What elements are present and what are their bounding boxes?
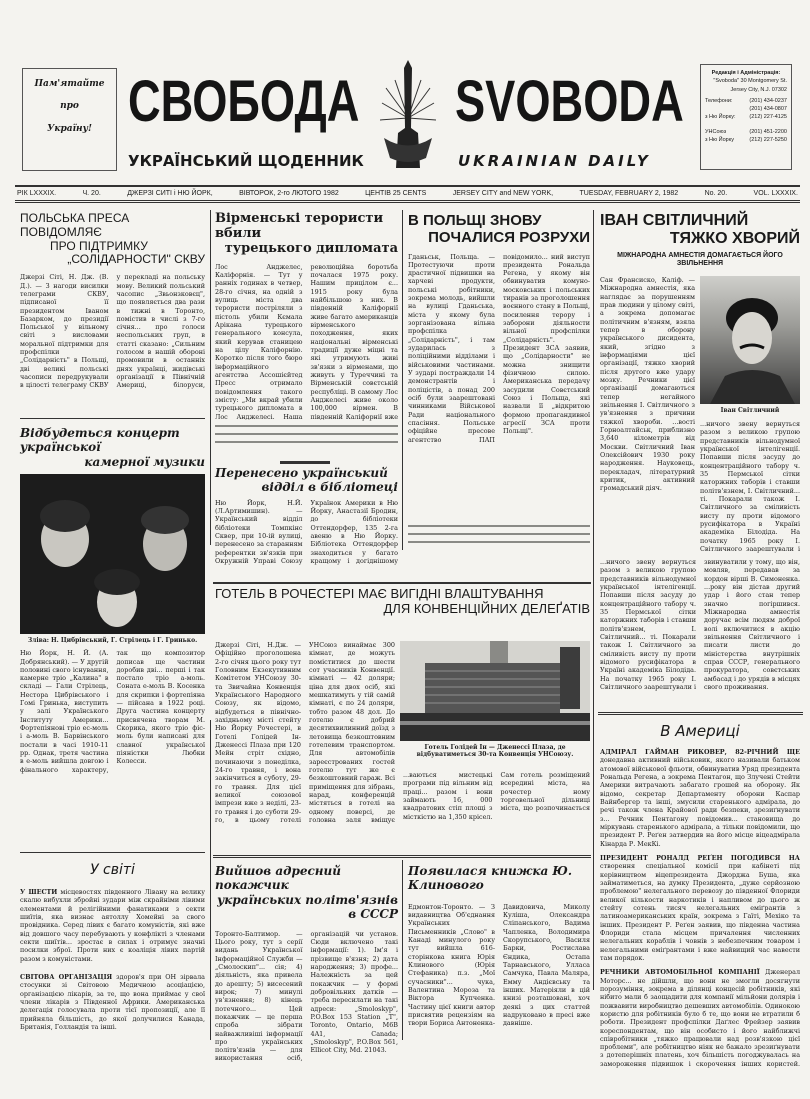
volume: VOL. LXXXIX. (753, 190, 798, 197)
article-concert (20, 426, 205, 814)
news-item (20, 888, 205, 963)
article-body: Сан Франсиско, Каліф. — Міжнародна амнестія, яка наглядає за порушенням прав людини у цілому світі, а зокрема допомагає політичним в'язням, взяла тепер в оборону українського дисидента, який, згідно з інформаціями цієї організації, тяжко хворий після другого вже удару мозку. Речники цієї організації домагаються тепер негайного звільнення І. Світличного з ув'язнення з причини тяжкої хвороби. ...вості Горноалтайськ, приблизно 3,640 кілометрів від Москви. Світличний Іван Олексійович 1930 року народження. Науковець, перекладач, літературний критик, активний громадський діяч. (600, 276, 695, 493)
article-body-continued (408, 523, 590, 547)
phone: (201) 434-0237 (749, 97, 787, 104)
subtitle-cyrillic: УКРАЇНСЬКИЙ ЩОДЕННИК (128, 152, 364, 170)
headline-line: ГОТЕЛЬ В РОЧЕСТЕРІ МАЄ ВИГІДНІ ВЛАШТУВАННЯ (215, 586, 544, 601)
article-body: Едмонтон-Торонто. — З видавництва Об'єднання Українських Письменників „Слово" в Канаді минулого року тут вийшла 616-сторінкова книга Юрія Клинового (Юрія Стефаника) п.з. „Мої сучасники"... чука, Валентина Мороза та Віктора Купченка. Частину цієї книги автор присвятив рецензіям на твори Бориса Антоненка-Давидовича, Миколу Куліша, Олександра Сліпанського, Вадима Чапленка, Володимира Скорупського, Василя Барки, Ростислава Єндика, Остапа Тарнавського, Улласа Самчука, Павла Маляра, Емму Андієвську та інших. Матеріяли в цій книзі розташовані, хоч деякі з цих статтей надруковано в пресі вже давніше. (408, 902, 590, 1028)
article-library (215, 466, 398, 569)
phone: (212) 227-4125 (749, 114, 787, 121)
address-line: Jersey City, N.J. 07302 (730, 86, 787, 93)
headline-line: Перенесено український (215, 466, 388, 480)
headline-line: ПОЛЬСЬКА ПРЕСА ПОВІДОМЛЯЄ (20, 211, 130, 239)
headline-line: ПРО ПІДТРИМКУ (50, 238, 148, 253)
news-item (20, 973, 205, 1031)
article-svitlychny (600, 212, 800, 691)
phone-label: з Ню Йорку (705, 136, 734, 143)
article-poland-riots (408, 212, 590, 547)
article-body: Торонто-Балтимор. — Цього року, тут з серії видань Української Інформаційної Служби — „Смолоскип"... сія; 4) діяльність, яка привела до арешту; 5) висесений вирок; 7) минулі ув'язнення; 8) кінець потечного... Цей покажчик — це перша спроба зібрати найважливіші інформації про українських політв'язнів — для використання осіб, організацій чи установ. Сюди включено такі інформації: 1). Ім'я і прізвище в'язня; 2) дата народження; 3) профе... Належність за цей покажчик — у формі добровільних датків — треба пересилати на такі адреси: „Smoloskyp", P.O.Box 153 Station „T", Toronto, Ontario, M6B 4A1, Canada; „Smoloskyp", P.O.Box 561, Ellicot City, Md. 21043. (215, 929, 398, 1063)
subtitle-latin: UKRAINIAN DAILY (458, 152, 651, 170)
date: TUESDAY, FEBRUARY 2, 1982 (579, 190, 679, 197)
article-body: Гданьськ, Польща. — Протестуючи проти драстичної підвишки на харчеві продукти, польські робітники, зокрема молодь, вийшли на вулиці Гданьська, міста у якому була зорганізована вільна профспілка „Солідарність", і там зударилась з поліційними відділами і військовими частинами. У зударі постраждали 14 демонстрантів і поліцістів, а понад 200 осіб були заарештовані чинниками Військової Ради національного спасіння. Польське офіційне пресове агентство ПАП повідомило... ний виступ президента Рональда Регена, у якому він обвинуватив комуно-московських і польських тиранів за проголошення воєнного стану в Польщі, посилення терору і заборони діяльности вільної профспілки „Солідарність". Президент ЗСА заявив, що „Солідарности" не можна знищити фізичною силою. Американська передачу засудили Совєтський Союз і Польща, які назвали її „відкритою формою пропагандивної агресії ЗСА проти Польщі". (408, 252, 590, 444)
section-america (600, 722, 800, 1068)
trident-emblem-icon (380, 58, 436, 178)
news-text: створення спеціальної комісії при кабінеті під керівництвом віцепрезидента Джорджа Буша, яка займатиметься, на думку Президента, „дуже серйозною проблемою" нелегального перевозу до південної Флориди великої кількости наркотиків і напливом до цього ж стейту сотень тисяч нелегальних еміґрантів з латиноамериканських країн, зокрема з Гаїті, Мехіко та інших. Президент Р. Реґен заявив, що південна частина Флориди стала місцем причалення численних нелегальних кораблів і човнів з небезпечним товаром і нелегальними еміґрантами і вже найвищий час навести там порядок. (600, 862, 800, 962)
headline-line: в СССР (348, 907, 398, 922)
phone-label: з Ню Йорку: (705, 114, 736, 121)
slogan-line: Україну! (47, 123, 92, 134)
section-world (20, 862, 205, 1031)
article-armenian (215, 212, 398, 443)
headline-line: „СОЛІДАРНОСТИ" СКВУ (67, 252, 205, 267)
news-item (600, 854, 800, 962)
news-lead: У ШЕСТИ (20, 888, 58, 896)
photo-caption: Зліва: Н. Цибрівський, Г. Стрілець і Г. Гринько. (27, 637, 198, 645)
issue-number: Ч. 20. (82, 190, 101, 197)
news-lead: АДМІРАЛ ГАЙМАН РИКОВЕР, 82-РІЧНИЙ ЩЕ (600, 748, 800, 756)
news-text: місцевостях південного Лівану на велику скалю вибухли збройні зудари між скрайніми лівими елементами й релігійними фанатиками з секти шиїтів, яка визнає аятоллу Хомейні за свого провідника. Серед лівих є багато комуністів, які вже від довшого часу перебувають у конфлікті з членами секти шиїтів... зростає в силах і отримує значні посилки зброї. Проти них є коаліція лівих партій разом з комуністами. (20, 888, 205, 963)
phone-label: УНСоюз (705, 128, 727, 135)
headline-line: Вірменські терористи вбили (215, 211, 384, 241)
price: ЦЕНТІВ 25 CENTS (365, 190, 427, 197)
article-hotel (215, 586, 590, 824)
dateline (15, 185, 800, 203)
address-heading: Редакція і Адміністрація: (711, 70, 781, 76)
headline-line: українських політв'язнів (217, 892, 398, 907)
phone: (212) 227-5250 (749, 136, 787, 143)
article-body: Ню Йорк, Н.Й. (Л.Артимишин). — Український відділ бібліотеки Томпкінс Сквер, при 10-ій вулиці, перенесено за старанням референтки зв'язків при Окружній Управі Союзу Українок Америки в Ню Йорку, Анастазії Бродин, до бібліотеки Оттендорфер, 135 2-га авеню в Ню Йорку. Бібліотека Оттендорфер знаходиться у багато кращому і догіднішому (215, 498, 398, 566)
news-text: Дженерал Моторс... не дійшли, що вони не змогли досягнути порозуміння, зокрема в ділянці концесій робітників, які нібито мали б заощадити для компанії мільйони долярів і пожвавити виробництво дешевших автомобілів. Одинокою користю для робітників було б те, що вони не втратили б роботи. Президент профспілки Даґлес Фрейзер заявив кореспондентам, що він особисто і його найближчі співробітники „тяжко працювали над розв'язкою цієї проблеми", але робітництво ніяк не бажало зрезиґнувати з дотеперішніх платень, хоч більшість погоджувалась на замороження підвишок і скорочення інших користей. (600, 968, 800, 1068)
news-lead: ПРЕЗИДЕНТ РОНАЛД РЕҐЕН ПОГОДИВСЯ НА (600, 853, 800, 862)
article-index (215, 864, 398, 1065)
article-body: Лос Анджелес, Каліфорнія. — Тут у ранніх годинах в четвер, 28-го січня, на одній з вулиць міста два терористи постріляли з пістоль убили Кємала Арікана турецького генерального консула, який керував станицею на цілу Каліфорнію. Коротко після того бюро інформаційного агентства Ассошієйтед Пресс отримало повідомлення такого змісту: „Ми вкрай убили турецького дипломата в Лос Анджелесі. Наша революційна боротьба почалася 1975 року. Нашим прицілом є... 1915 року була найбільшою з них. В південній Каліфорнії живе багато американців вірменського походження, яких національні вірменські традиції дуже міцні та які утримують живі зв'язки з вірменами, що живуть у Туреччині та Вірменській совєтській республіці. В самому Лос Анджелесі живе около 100,000 вірмен. В південній Каліфорнії вже (215, 262, 398, 421)
headline-line: ТЯЖКО ХВОРИЙ (669, 230, 800, 248)
article-body: ...ничого звену вернуться разом з великою групою представників вільнодумної української інтелігенції. Попавши після засуду до концентраційного табору ч. 35 Пермської сітки каторжних таборів і ставши політв'язнем, І. Світличний... ті. Покарали також І. Світличного за сміливість висту пу проти відомого русифікатора в Україні академіка Білодіда. На початку 1965 року І. Світличного заарештували і (700, 420, 800, 553)
address-line: "Svoboda" 30 Montgomery St. (713, 78, 787, 85)
headline (20, 212, 205, 267)
subheadline: МІЖНАРОДНА АМНЕСТІЯ ДОМАГАЄТЬСЯ ЙОГО ЗВІЛЬНЕННЯ (617, 251, 783, 267)
headline-line: Вийшов адресний покажчик (215, 864, 341, 893)
headline-line: ІВАН СВІТЛИЧНИЙ (600, 212, 749, 229)
hotel-photo (400, 641, 590, 741)
headline-line: ПОЧАЛИСЯ РОЗРУХИ (428, 229, 590, 247)
news-lead: СВІТОВА ОРГАНІЗАЦІЯ (20, 972, 113, 981)
phone: (201) 451-2200 (749, 128, 787, 135)
headline-line: турецького дипломата (224, 240, 398, 256)
year: РІК LXXXIX. (17, 190, 57, 197)
issue-number: No. 20. (704, 190, 728, 197)
headline-line: камерної музики (84, 454, 205, 469)
news-text: донедавна активний військовик, якого називали батьком атомової військової фльоти, обвинуватив Уряд президента Рональда Регена, а зокрема Пентагон, що Злучені Стейти Америки витрачають забагато грошей на оборону. Як відомо, секретар Департаменту оборони Каспар Вайнбергер та інші, змусили старенького адмірала, до речі також члена Крайової ради безпеки, зрезиґнувати з... Речник Пентагону повідомив... становища до міркувань старенького адмірала, а тільки повідомили, що президент Р. Реґен затвердив на його місце віцеадмірала Кінарда Р. МекКі. (600, 756, 800, 848)
place: ДЖЕРЗІ СИТІ і НЮ ЙОРК, (127, 190, 213, 197)
article-body-continued (215, 423, 398, 443)
title-cyrillic: СВОБОДА (128, 69, 360, 134)
slogan-box (22, 68, 117, 171)
headline-line: відділ в бібліотеці (261, 480, 398, 495)
headline-line: ДЛЯ КОНВЕНЦІЙНИХ ДЕЛЕҐАТІВ (383, 600, 590, 616)
place: JERSEY CITY and NEW YORK, (452, 190, 554, 197)
photo-caption: Іван Світличний (720, 407, 780, 414)
article-polish-press (20, 212, 205, 393)
article-body: Джерзі Сіті, Н. Дж. (В. Д.). — З нагоди висилки телеграми СКВУ, підписаної її президентом Іваном Базарком, до президії Польської у вільному світі з висловами моральної підтримки для профспілки „Солідарність" в Польщі, дві великі польські часописи передрукували в цілості телеграму СКВУ у перекладі на польську мову. Великий польський часопис „Звьонзковєц", що появляється два рази в тижні в Торонто, помістив в числі з 7-го січня... про голоси неспольських груп, в статті сказано: „Сильним голосом в нашій обороні промовили в останніх днях українці, жидівські організації в Північній Америці, білоруси, (20, 273, 205, 390)
photo-caption: Готель Голідей Ін — Дженессі Плаза, де відбуватиметься 30-та Конвенція УНСоюзу. (416, 744, 574, 758)
trio-photo (20, 474, 205, 634)
section-heading: В Америці (660, 722, 740, 740)
article-body: Ню Йорк, Н. Й. (А. Добрянський). — У другій половині свого існування, камерне тріо „Калина" в складі — Гали Стрілець, Нестора Цибрівського і Гомі Гринька, виступить у залі Українського Інституту Америки... Фортепіянові тріо ес-моль і а-моль В. Барвінського постали в часі 1910-11 рр. Однак, третя частина в е-моль вийшла довгою і фінального характеру, так що композитор дописав ще частини доробив дві... перші і так постало тріо а-моль. Соната е-моль В. Косенка для скрипки і фортепіяна — пійсана в 1922 році. Друга частина концерту присвячена творам М. Скорика, якого тріо фіс-моль були написані для славної української піяністки Любки Колесси. (20, 649, 205, 774)
address-box (700, 64, 792, 170)
date: ВІВТОРОК, 2-го ЛЮТОГО 1982 (239, 190, 339, 197)
phone: (201) 434-0807 (749, 106, 787, 112)
news-text: здоров'я при ОН зірвала стосунки зі Світовою Медичною асоціацією, організацією лікарів, за те, що вона приймає у свої члени лікарів з Південної Африки. Американська делегація голосувала проти тієї пропозиції, але її прийняла більшість, до якої долучилися Канада, Британія, Голландія та інші. (20, 972, 205, 1031)
headline: Появилася книжка Ю. Клинового (408, 864, 573, 893)
headline-line: В ПОЛЬЩІ ЗНОВУ (408, 212, 542, 229)
portrait-photo (700, 276, 800, 404)
slogan-line: про (60, 101, 79, 112)
slogan-line: Пам'ятайте (34, 79, 105, 89)
article-book (408, 864, 590, 1073)
headline-line: Відбудеться концерт української (20, 426, 180, 455)
section-heading: У світі (90, 862, 135, 878)
title-latin: SVOBODA (455, 69, 684, 134)
article-body-continued: ...ничого звену вернуться разом з великою групою представників вільнодумної української інтелігенції. Попавши після засуду до концентраційного табору ч. 35 Пермської сітки каторжних таборів і ставши політв'язнем, І. Світличний... ті. Покарали також І. Світличного за сміливість висту пу проти відомого русифікатора в Україні академіка Білодіда. На початку 1965 року І. Світличного заарештували і звинуватили у тому, що він, мовляв, передавав за кордон вірші В. Симоненка. ...року він дістав другий удар і його стан тепер значно погіршився. Міжнародна амнестія доручає всім людям доброї волі включитися в акцію звільнення Світличного і писати листи до міністерства внутрішніх справ СССР, генерального прокуратора, совєтських амбасад і до урядів в місцях свого проживання. (600, 558, 800, 691)
article-body-continued: ...ваються мистецькі програми під вільним від праці... разом і вони займають 16, 000 квадратових стіп площі з місткістю на 1,350 крісел. Сам готель розміщений всередині міста, на рочестер ному торговельної дільниці міста, що розпочинається (403, 771, 590, 821)
news-item (600, 968, 800, 1068)
news-lead: РЕЧНИКИ АВТОМОБІЛЬНОЇ КОМПАНІЇ (600, 968, 760, 977)
phone-label: Телефони: (705, 97, 733, 104)
article-body: Джерзі Сіті, Н.Дж. — Офіційно проголошена 2-го січня цього року тут Головним Екзекутивним Комітетом УНСоюзу 30-та Звичайна Конвенція Українського Народного Союзу, як відомо, відбудеться в північно-західньому місті стейту Ню Йорку Рочестері, в Готелі Голідей Ін-Дженессі Плаза при 120 Мейн стріт східно, починаючи з понеділка, 24-го травня, і вона закінчиться в суботу, 29-го травня. Для цієї великої союзової імпрези вже з неділі, 23-го травня і до суботи 29-го, в цьому готелі УНСоюз винаймає 300 кімнат, де можуть поміститися до шести сот учасників Конвенції. кімнаті — 42 доляри; ціна для двох осіб, які мешкатимуть у тій самій кімнаті, є по 24 доляри, тобто разом 48 дол. До готелю є добрий десятихвилинний доїзд з летовища безкоштовним готелевим транспортом. Для автомобілів зареєстрованих гостей готелю тут же є безкоштовний гараж. Всі приміщення для зібрань, нарад, конференцій містяться в готелі на одному поверсі, де головна заля вміщує (215, 641, 395, 824)
news-item (600, 748, 800, 848)
